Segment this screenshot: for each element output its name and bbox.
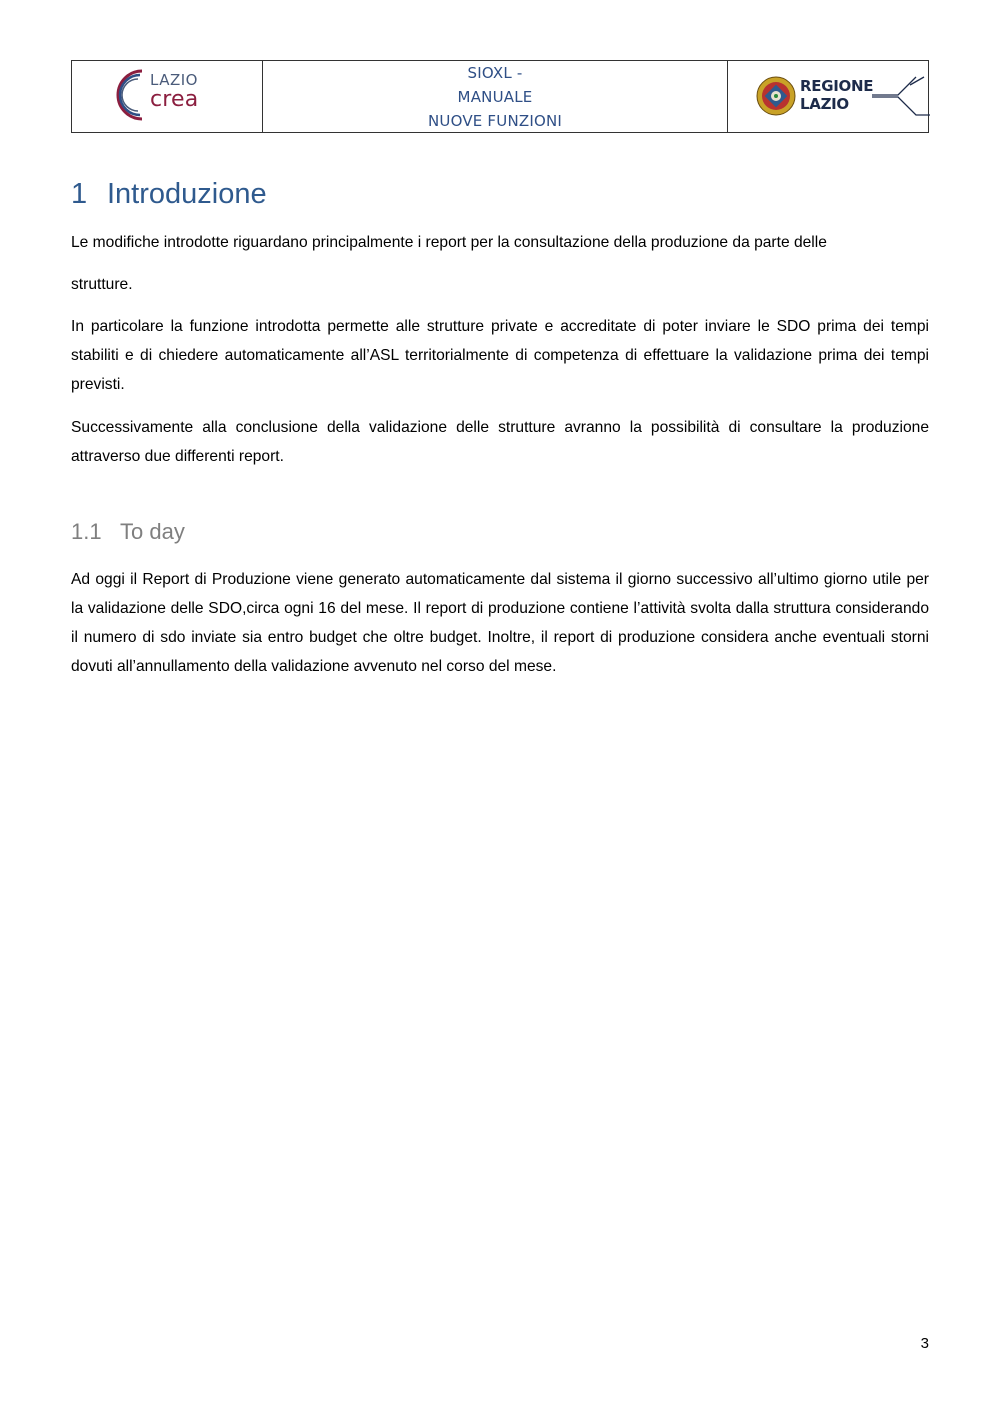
- section-1-paragraph-3: In particolare la funzione introdotta permette alle strutture private e accreditate di poter inviare le SDO prima dei tempi stabiliti e di chiedere automaticamente all’ASL territorialmente di competenza di effettuare la validazione prima dei tempi previsti.: [71, 318, 929, 393]
- lazio-crea-line1: LAZIO: [150, 71, 198, 89]
- section-1-number: 1: [71, 178, 88, 210]
- section-1-1-number: 1.1: [71, 519, 102, 544]
- header-title-line2: MANUALE: [457, 87, 533, 106]
- lazio-crea-logo: [112, 65, 212, 125]
- section-1-heading: [71, 178, 267, 211]
- page-number: 3: [920, 1335, 929, 1352]
- header-title-cell: [263, 61, 728, 132]
- section-1-paragraph-4: Successivamente alla conclusione della validazione delle strutture avranno la possibilità di consultare la produzione attraverso due differenti report.: [71, 419, 929, 465]
- header-title-line3: NUOVE FUNZIONI: [427, 111, 563, 130]
- regione-lazio-line2: LAZIO: [800, 95, 849, 113]
- section-1-1-heading: [71, 519, 185, 545]
- regione-lazio-line1: REGIONE: [800, 77, 874, 95]
- page-header: [71, 60, 929, 133]
- section-1-1-title: To day: [120, 519, 185, 544]
- lazio-crea-line2: crea: [150, 87, 199, 112]
- lazio-crea-icon: [112, 65, 152, 125]
- section-1-1-paragraph-1: Ad oggi il Report di Produzione viene generato automaticamente dal sistema il giorno successivo all’ultimo giorno utile per la validazione delle SDO,circa ogni 16 del mese. Il report di produzione contiene l’attività svolta dalla struttura considerando il numero di sdo inviate sia entro budget che oltre budget. Inoltre, il report di produzione considera anche eventuali storni dovuti all’annullamento della validazione avvenuto nel corso del mese.: [71, 571, 929, 675]
- regione-lazio-swoosh-icon: [870, 75, 930, 119]
- section-1-title: Introduzione: [107, 178, 267, 210]
- header-title-line1: SIOXL -: [467, 63, 523, 82]
- regione-lazio-logo: [756, 73, 916, 123]
- section-1-paragraph-2: strutture.: [71, 276, 133, 293]
- section-1-paragraph-1: Le modifiche introdotte riguardano principalmente i report per la consultazione della produzione da parte delle: [71, 234, 827, 251]
- header-right-cell: [728, 61, 928, 132]
- header-left-cell: [72, 61, 263, 132]
- regione-lazio-emblem-icon: [756, 75, 796, 117]
